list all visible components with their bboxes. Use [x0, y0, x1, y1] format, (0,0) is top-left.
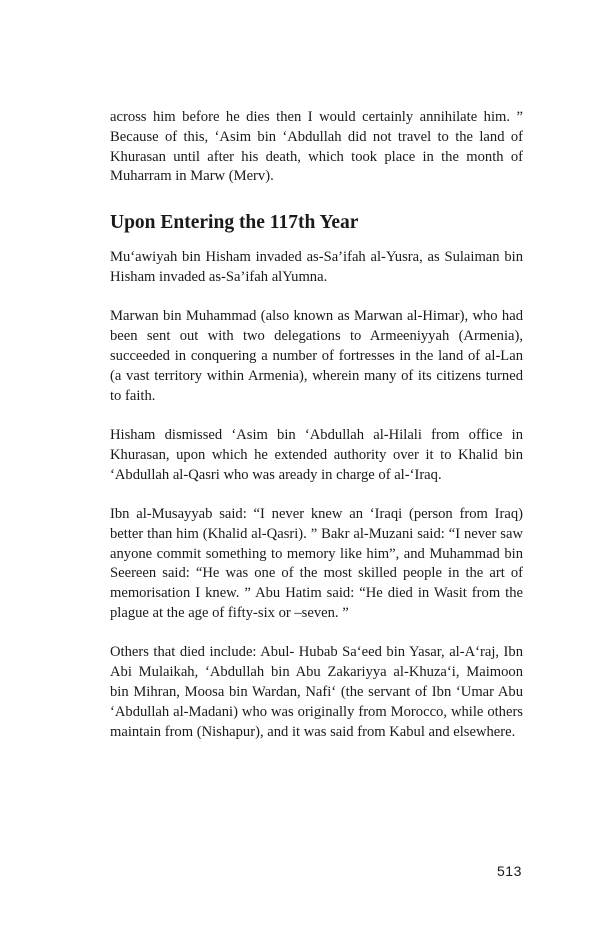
paragraph-deaths: Others that died include: Abul- Hubab Sa‘eed bin Yasar, al-A‘raj, Ibn Abi Mulaikah, ‘Abdullah bin Abu Zakariyya al-Khuza‘i, Maimoon bin Mihran, Moosa bin Wardan, Nafi‘ (the servant of Ibn ‘Umar Abu ‘Abdullah al-Madani) who was originally from Morocco, while others maintain from (Nishapur), and it was said from Kabul and elsewhere. — [110, 644, 523, 740]
paragraph-marwan: Marwan bin Muhammad (also known as Marwan al-Himar), who had been sent out with two delegations to Armeeniyyah (Armenia), succeeded in conquering a number of fortresses in the land of al-Lan (a vast territory within Armenia), wherein many of its citizens turned to faith. — [110, 308, 523, 404]
page-body — [110, 108, 523, 742]
paragraph-invasions: Mu‘awiyah bin Hisham invaded as-Sa’ifah al-Yusra, as Sulaiman bin Hisham invaded as-Sa’ifah alYumna. — [110, 249, 523, 285]
page-number: 513 — [497, 863, 522, 879]
section-heading: Upon Entering the 117th Year — [110, 212, 359, 234]
paragraph-hisham-dismissal: Hisham dismissed ‘Asim bin ‘Abdullah al-Hilali from office in Khurasan, upon which he extended authority over it to Khalid bin ‘Abdullah al-Qasri who was aready in charge of al-‘Iraq. — [110, 426, 523, 483]
paragraph-quotes: Ibn al-Musayyab said: “I never knew an ‘Iraqi (person from Iraq) better than him (Khalid al-Qasri). ” Bakr al-Muzani said: “I never saw anyone commit something to memory like him”, and Muhammad bin Seereen said: “He was one of the most skilled people in the art of memorisation I knew. ” Abu Hatim said: “He died in Wasit from the plague at the age of fifty-six or –seven. ” — [110, 505, 523, 621]
paragraph-continuation: across him before he dies then I would certainly annihilate him. ” Because of this, ‘Asim bin ‘Abdullah did not travel to the land of Khurasan until after his death, which took place in the month of Muharram in Marw (Merv). — [110, 109, 523, 185]
